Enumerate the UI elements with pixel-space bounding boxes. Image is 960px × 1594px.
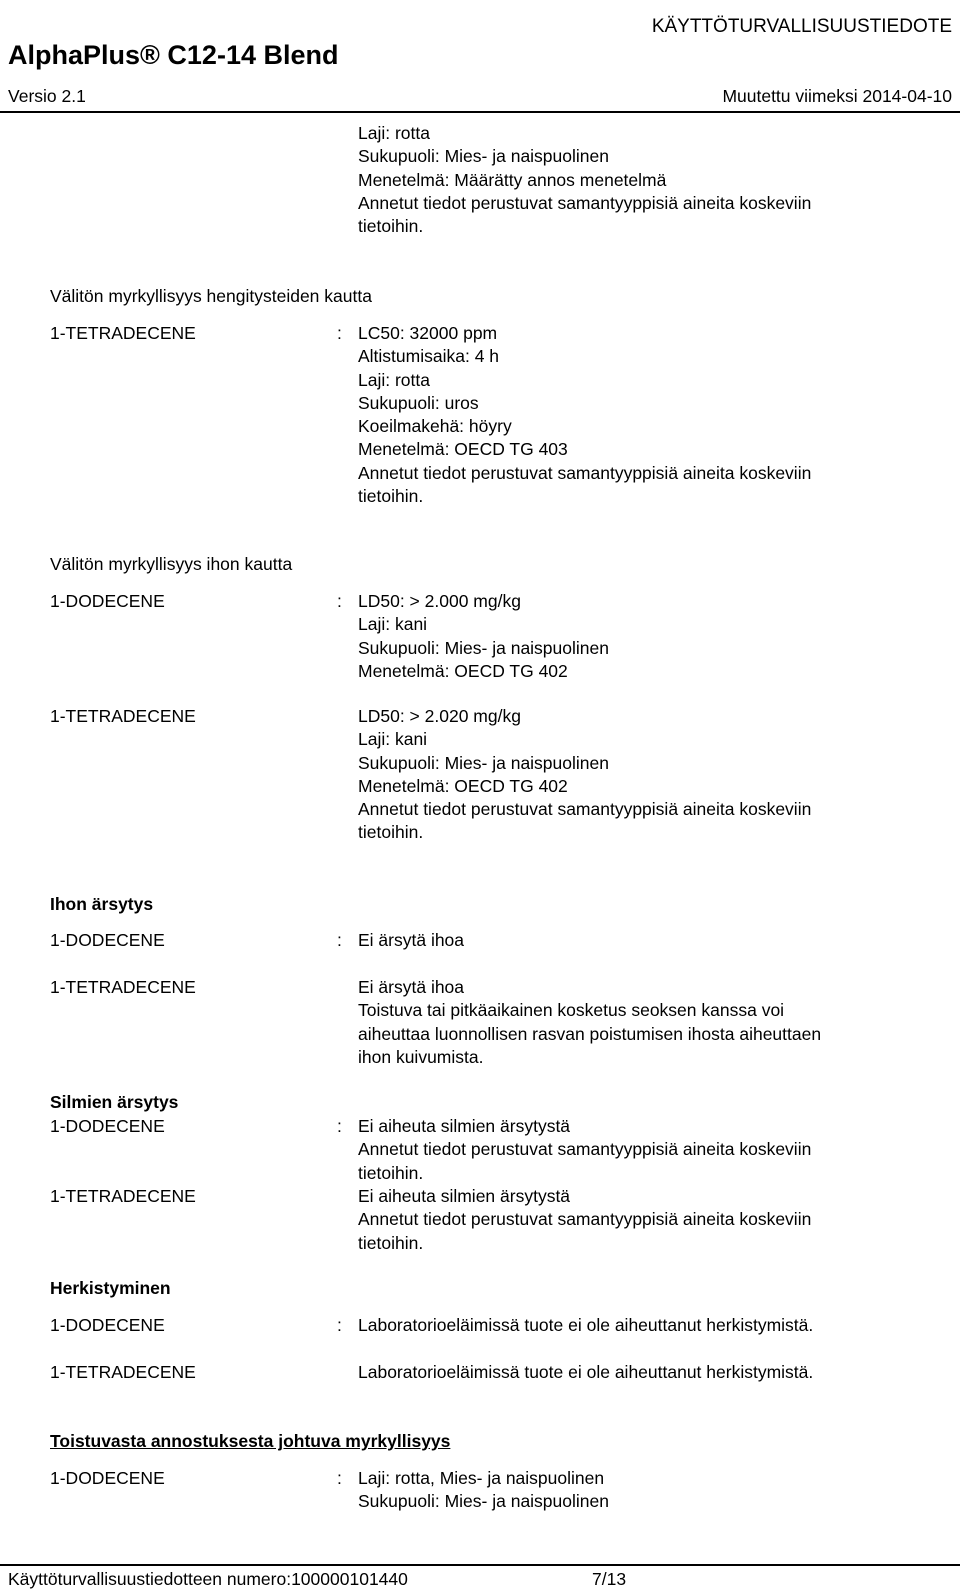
detail-line: ihon kuivumista. <box>358 1046 484 1067</box>
intro-line: Sukupuoli: Mies- ja naispuolinen <box>358 146 609 167</box>
substance-details <box>358 322 811 508</box>
detail-line: tietoihin. <box>358 486 424 507</box>
colon-separator: : <box>337 930 342 950</box>
detail-line: tietoihin. <box>358 1232 424 1253</box>
substance-details <box>358 590 609 683</box>
detail-line: Koeilmakehä: höyry <box>358 416 512 437</box>
detail-line: Laji: rotta, Mies- ja naispuolinen <box>358 1468 605 1488</box>
detail-line: Menetelmä: OECD TG 403 <box>358 439 568 460</box>
intro-line: tietoihin. <box>358 216 424 237</box>
substance-details <box>358 1361 813 1384</box>
detail-line: Laboratorioeläimissä tuote ei ole aiheuttanut herkistymistä. <box>358 1362 814 1382</box>
substance-name: 1-TETRADECENE <box>50 706 196 726</box>
detail-line: Laji: rotta <box>358 369 430 390</box>
section-heading-repeated-dose: Toistuvasta annostuksesta johtuva myrkyllisyys <box>50 1431 451 1451</box>
detail-line: Annetut tiedot perustuvat samantyyppisiä aineita koskeviin <box>358 1139 812 1160</box>
substance-name: 1-TETRADECENE <box>50 977 196 997</box>
substance-details <box>358 1185 811 1255</box>
version: Versio 2.1 <box>8 86 86 106</box>
colon-separator: : <box>337 1468 342 1488</box>
detail-line: Altistumisaika: 4 h <box>358 346 500 367</box>
substance-name: 1-TETRADECENE <box>50 1186 196 1206</box>
substance-details <box>358 976 821 1069</box>
substance-name: 1-DODECENE <box>50 930 165 950</box>
footer-doc-number: Käyttöturvallisuustiedotteen numero:100000101440 <box>8 1569 408 1589</box>
detail-line: Annetut tiedot perustuvat samantyyppisiä aineita koskeviin <box>358 462 812 483</box>
detail-line: tietoihin. <box>358 1162 424 1183</box>
colon-separator: : <box>337 1116 342 1136</box>
colon-separator: : <box>337 323 342 343</box>
detail-line: LD50: > 2.020 mg/kg <box>358 706 521 726</box>
detail-line: tietoihin. <box>358 822 424 843</box>
detail-line: Sukupuoli: Mies- ja naispuolinen <box>358 1491 609 1512</box>
detail-line: LC50: 32000 ppm <box>358 323 498 343</box>
detail-line: Ei ärsytä ihoa <box>358 977 465 997</box>
substance-name: 1-DODECENE <box>50 1116 165 1136</box>
intro-line: Annetut tiedot perustuvat samantyyppisiä aineita koskeviin <box>358 192 812 213</box>
section-heading-skin-irritation: Ihon ärsytys <box>50 894 154 914</box>
section-heading-inhalation: Välitön myrkyllisyys hengitysteiden kautta <box>50 286 372 306</box>
substance-name: 1-TETRADECENE <box>50 323 196 343</box>
intro-line: Laji: rotta <box>358 123 430 143</box>
substance-name: 1-TETRADECENE <box>50 1362 196 1382</box>
detail-line: Laji: kani <box>358 614 428 635</box>
section-heading-sensitization: Herkistyminen <box>50 1278 171 1298</box>
substance-details <box>358 705 811 845</box>
substance-name: 1-DODECENE <box>50 1468 165 1488</box>
footer-divider <box>0 1564 960 1566</box>
detail-line: Sukupuoli: Mies- ja naispuolinen <box>358 637 609 658</box>
section-heading-dermal: Välitön myrkyllisyys ihon kautta <box>50 554 293 574</box>
intro-line: Menetelmä: Määrätty annos menetelmä <box>358 169 667 190</box>
detail-line: LD50: > 2.000 mg/kg <box>358 591 521 611</box>
detail-line: Ei aiheuta silmien ärsytystä <box>358 1186 571 1206</box>
substance-details <box>358 1467 609 1514</box>
detail-line: Ei aiheuta silmien ärsytystä <box>358 1116 571 1136</box>
substance-name: 1-DODECENE <box>50 591 165 611</box>
detail-line: aiheuttaa luonnollisen rasvan poistumisen ihosta aiheuttaen <box>358 1023 822 1044</box>
detail-line: Laji: kani <box>358 729 428 750</box>
revision-date: Muutettu viimeksi 2014-04-10 <box>722 86 952 106</box>
colon-separator: : <box>337 591 342 611</box>
detail-line: Laboratorioeläimissä tuote ei ole aiheuttanut herkistymistä. <box>358 1315 814 1335</box>
header-divider <box>0 111 960 113</box>
detail-line: Annetut tiedot perustuvat samantyyppisiä aineita koskeviin <box>358 1209 812 1230</box>
section-heading-eye-irritation: Silmien ärsytys <box>50 1092 179 1112</box>
colon-separator: : <box>337 1315 342 1335</box>
intro-block <box>358 122 811 238</box>
detail-line: Menetelmä: OECD TG 402 <box>358 775 568 796</box>
substance-details <box>358 929 464 952</box>
detail-line: Menetelmä: OECD TG 402 <box>358 660 568 681</box>
detail-line: Sukupuoli: uros <box>358 392 479 413</box>
product-name: AlphaPlus® C12-14 Blend <box>8 40 339 70</box>
detail-line: Toistuva tai pitkäaikainen kosketus seoksen kanssa voi <box>358 1000 785 1021</box>
substance-details <box>358 1115 811 1185</box>
document-type: KÄYTTÖTURVALLISUUSTIEDOTE <box>651 16 952 37</box>
detail-line: Annetut tiedot perustuvat samantyyppisiä aineita koskeviin <box>358 799 812 820</box>
substance-name: 1-DODECENE <box>50 1315 165 1335</box>
detail-line: Ei ärsytä ihoa <box>358 930 465 950</box>
detail-line: Sukupuoli: Mies- ja naispuolinen <box>358 752 609 773</box>
substance-details <box>358 1314 813 1337</box>
footer-page-number: 7/13 <box>592 1569 627 1589</box>
